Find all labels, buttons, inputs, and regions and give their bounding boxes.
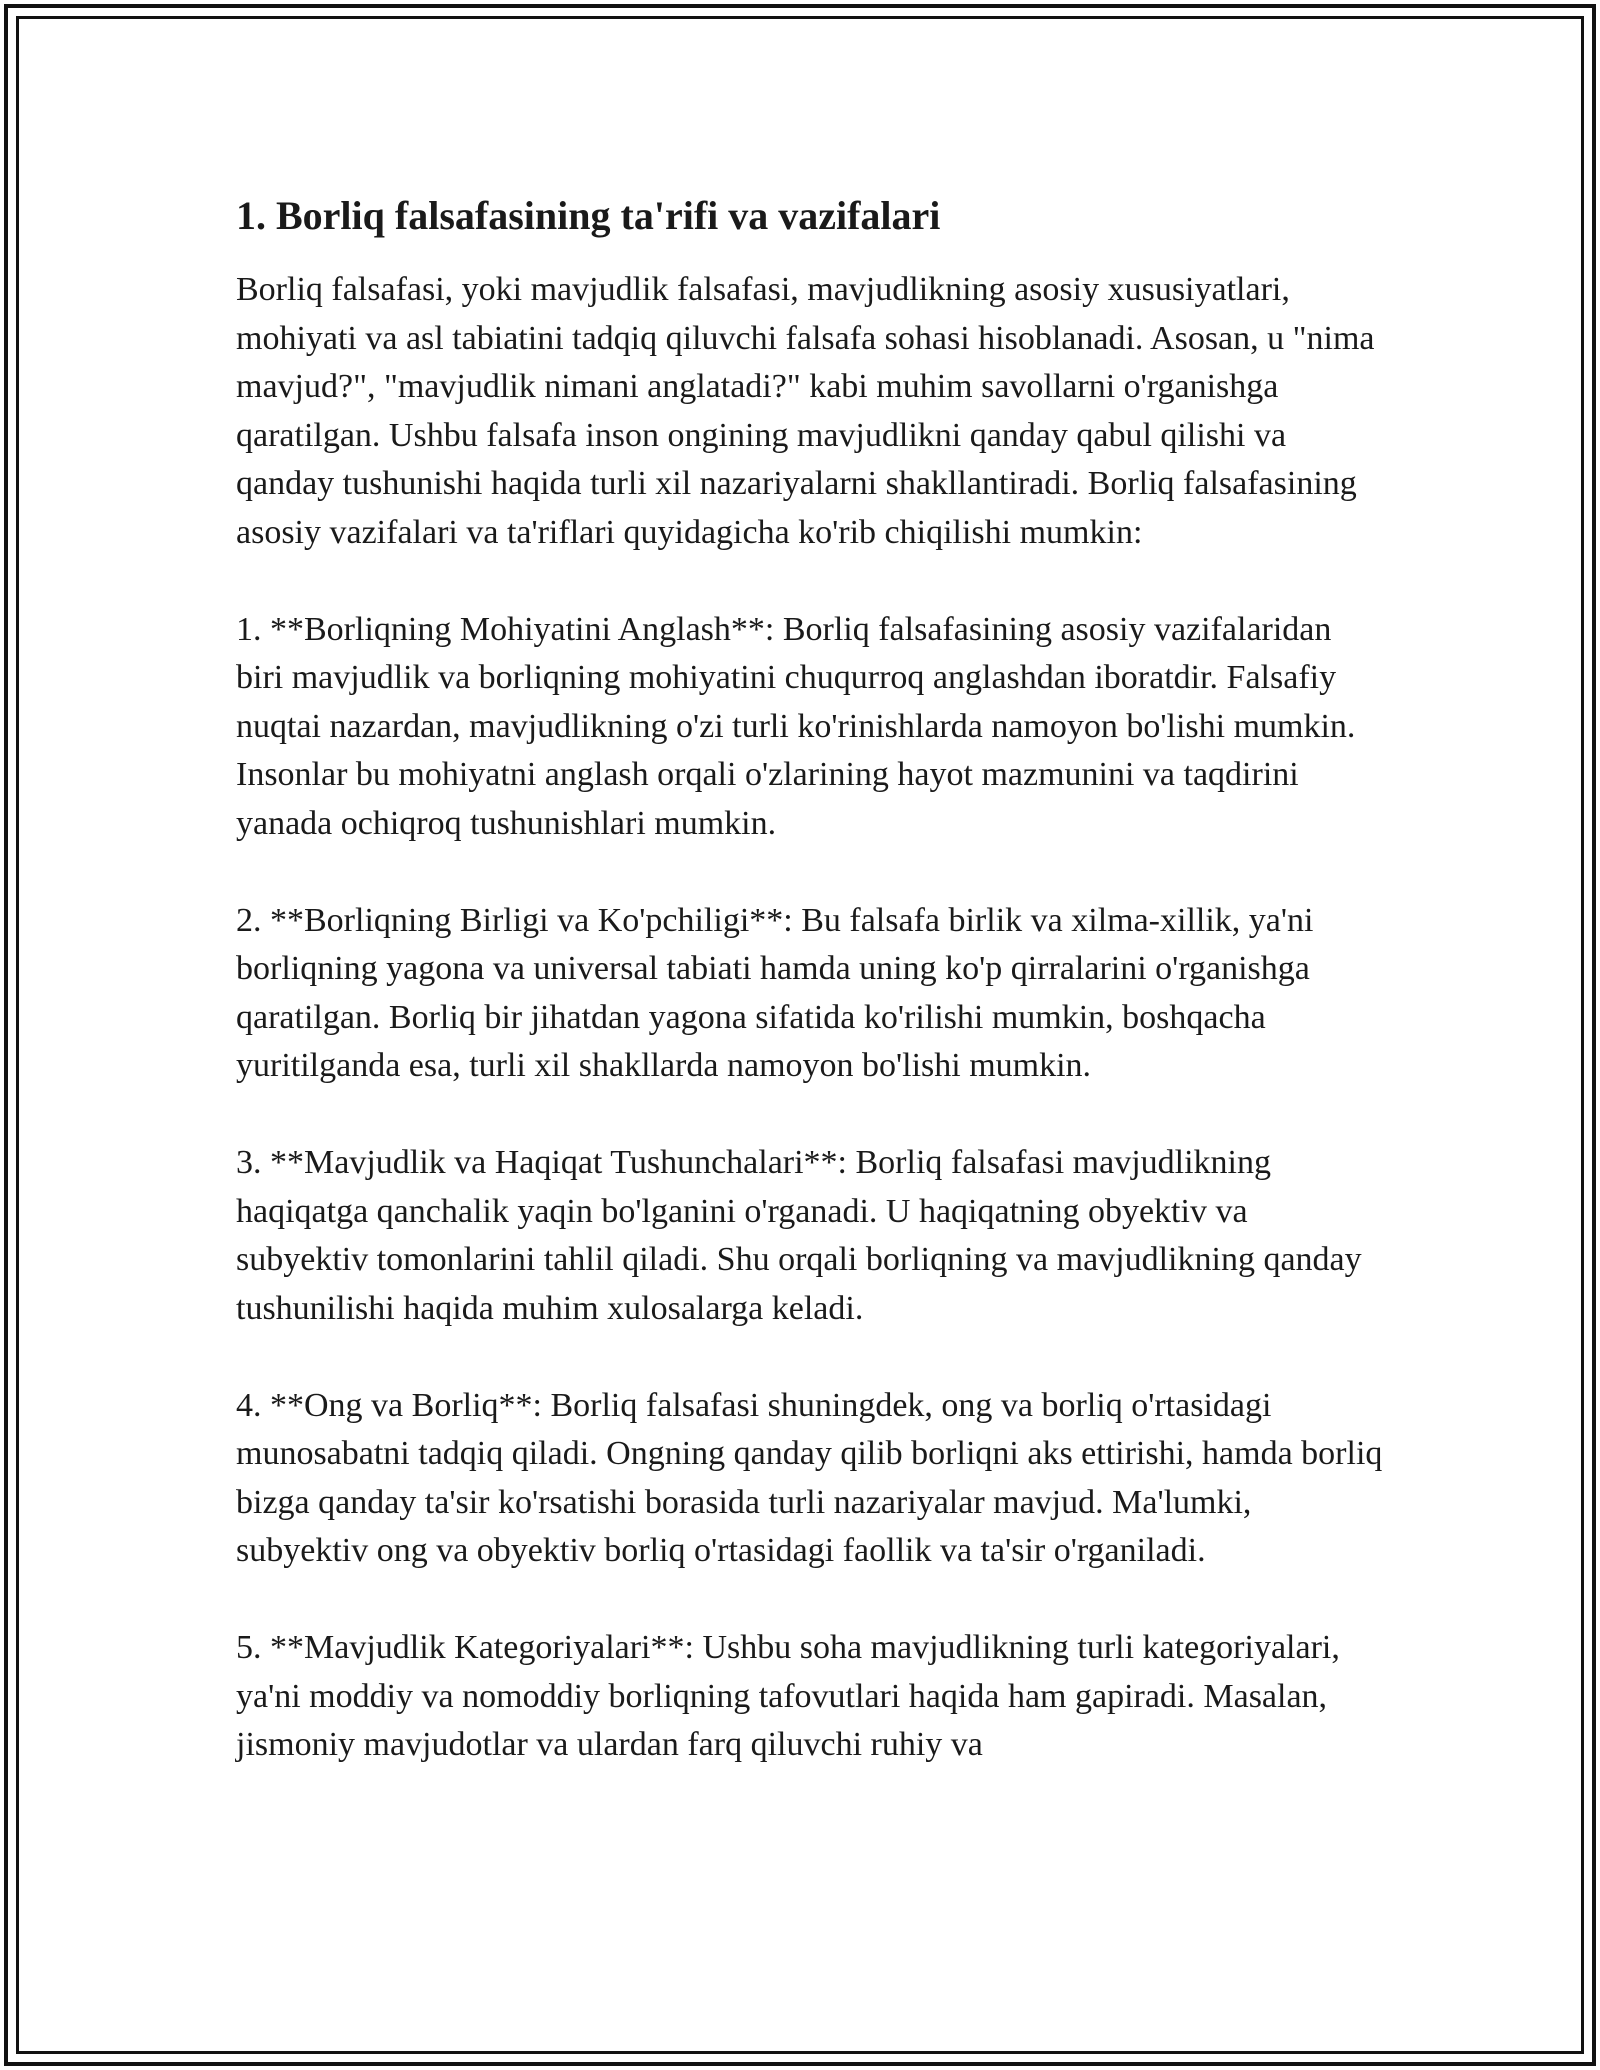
paragraph-item-5: 5. **Mavjudlik Kategoriyalari**: Ushbu soha mavjudlikning turli kategoriyalari, ya'ni moddiy va nomoddiy borliqning tafovutlari haqida ham gapiradi. Masalan, jismoniy mavjudotlar va ulardan farq qiluvchi ruhiy va <box>236 1629 1340 1763</box>
paragraph-item-2: 2. **Borliqning Birligi va Ko'pchiligi**: Bu falsafa birlik va xilma-xillik, ya'ni borliqning yagona va universal tabiati hamda uning ko'p qirralarini o'rganishga qaratilgan. Borliq bir jihatdan yagona sifatida ko'rilishi mumkin, boshqacha yuritilganda esa, turli xil shakllarda namoyon bo'lishi mumkin. <box>236 901 1314 1084</box>
document-body <box>236 190 1386 1770</box>
paragraph-item-3: 3. **Mavjudlik va Haqiqat Tushunchalari**: Borliq falsafasi mavjudlikning haqiqatga qanchalik yaqin bo'lganini o'rganadi. U haqiqatning obyektiv va subyektiv tomonlarini tahlil qiladi. Shu orqali borliqning va mavjudlikning qanday tushunilishi haqida muhim xulosalarga keladi. <box>236 1144 1362 1327</box>
document-title: 1. Borliq falsafasining ta'rifi va vazifalari <box>236 193 941 238</box>
paragraph-item-4: 4. **Ong va Borliq**: Borliq falsafasi shuningdek, ong va borliq o'rtasidagi munosabatni tadqiq qiladi. Ongning qanday qilib borliqni aks ettirishi, hamda borliq bizga qanday ta'sir ko'rsatishi borasida turli nazariyalar mavjud. Ma'lumki, subyektiv ong va obyektiv borliq o'rtasidagi faollik va ta'sir o'rganiladi. <box>236 1386 1383 1569</box>
paragraph-intro: Borliq falsafasi, yoki mavjudlik falsafasi, mavjudlikning asosiy xususiyatlari, mohiyati va asl tabiatini tadqiq qiluvchi falsafa sohasi hisoblanadi. Asosan, u "nima mavjud?", "mavjudlik nimani anglatadi?" kabi muhim savollarni o'rganishga qaratilgan. Ushbu falsafa inson ongining mavjudlikni qanday qabul qilishi va qanday tushunishi haqida turli xil nazariyalarni shakllantiradi. Borliq falsafasining asosiy vazifalari va ta'riflari quyidagicha ko'rib chiqilishi mumkin: <box>236 271 1375 551</box>
paragraph-item-1: 1. **Borliqning Mohiyatini Anglash**: Borliq falsafasining asosiy vazifalaridan biri mavjudlik va borliqning mohiyatini chuqurroq anglashdan iboratdir. Falsafiy nuqtai nazardan, mavjudlikning o'zi turli ko'rinishlarda namoyon bo'lishi mumkin. Insonlar bu mohiyatni anglash orqali o'zlarining hayot mazmunini va taqdirini yanada ochiqroq tushunishlari mumkin. <box>236 610 1356 842</box>
